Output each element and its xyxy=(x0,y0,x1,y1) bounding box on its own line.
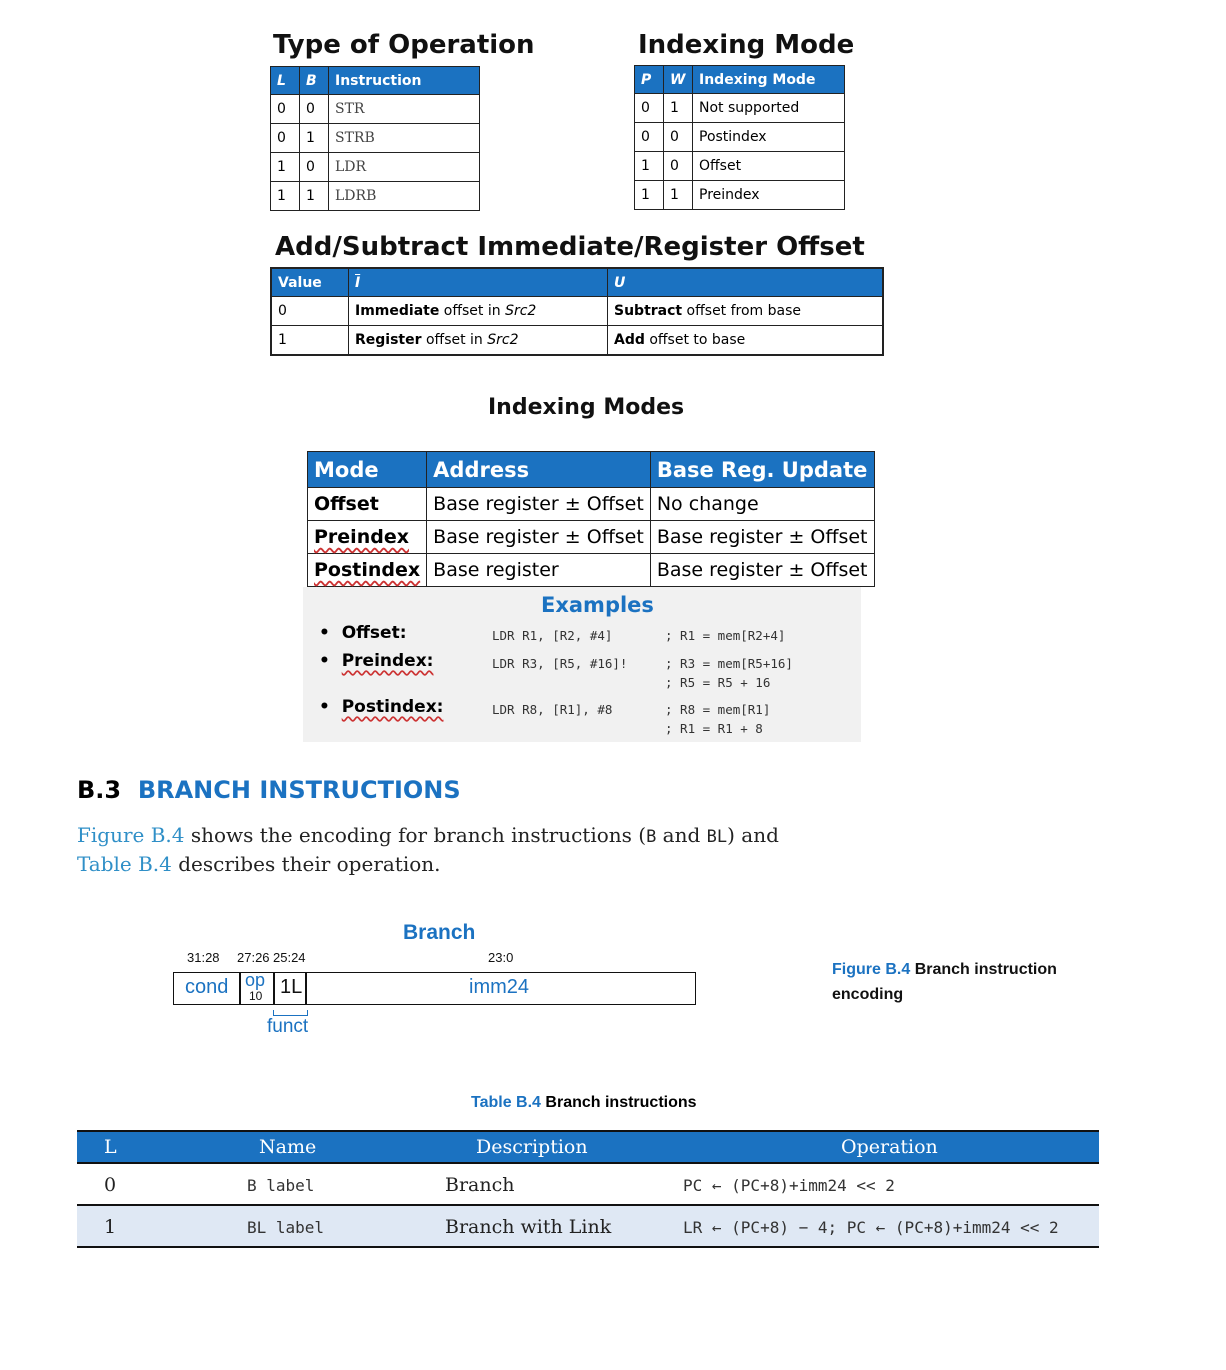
figure-b4-link[interactable]: Figure B.4 xyxy=(77,823,185,847)
table-row: Postindex Base register Base register ± Offset xyxy=(308,554,875,587)
field-funct-bits: 1L xyxy=(280,976,303,998)
field-divider xyxy=(273,973,275,1004)
example-postindex-comment2: ; R1 = R1 + 8 xyxy=(665,721,763,736)
table-header xyxy=(77,1132,1099,1162)
table-row: 0 B label Branch PC ← (PC+8)+imm24 << 2 xyxy=(104,1174,895,1196)
table-row: 0 0 STR xyxy=(271,95,480,124)
example-postindex-label: • Postindex: xyxy=(319,697,444,717)
table-row: 1 1 Preindex xyxy=(635,181,845,210)
offset-table xyxy=(270,267,884,356)
type-of-operation-table xyxy=(270,66,480,211)
header-name: Name xyxy=(259,1136,317,1158)
example-preindex-comment1: ; R3 = mem[R5+16] xyxy=(665,656,793,671)
bits-cond-label: 31:28 xyxy=(187,950,220,965)
header-u: U xyxy=(608,268,884,297)
field-op-value: 10 xyxy=(249,989,263,1003)
indexing-modes-table xyxy=(307,451,875,587)
bits-op-label: 27:26 xyxy=(237,950,270,965)
header-base-reg-update: Base Reg. Update xyxy=(650,452,874,488)
bits-funct-label: 25:24 xyxy=(273,950,306,965)
table-b4-link[interactable]: Table B.4 xyxy=(77,852,172,876)
example-postindex-comment1: ; R8 = mem[R1] xyxy=(665,702,771,717)
table-row: 1 Register offset in Src2 Add offset to base xyxy=(271,326,883,356)
examples-panel xyxy=(303,587,861,742)
example-offset-comment: ; R1 = mem[R2+4] xyxy=(665,628,786,643)
table-row: 0 1 Not supported xyxy=(635,94,845,123)
funct-label: funct xyxy=(267,1016,309,1037)
bits-imm-label: 23:0 xyxy=(488,950,514,965)
field-cond: cond xyxy=(185,976,229,998)
section-heading xyxy=(77,776,461,804)
example-offset-label: • Offset: xyxy=(319,623,407,643)
header-l: L xyxy=(104,1136,117,1158)
indexing-mode-title: Indexing Mode xyxy=(638,30,855,60)
example-preindex-label: • Preindex: xyxy=(319,651,434,671)
section-number: B.3 xyxy=(77,776,122,804)
table-row: Offset Base register ± Offset No change xyxy=(308,488,875,521)
field-op: op xyxy=(245,970,266,990)
indexing-mode-table xyxy=(634,65,845,210)
section-title: BRANCH INSTRUCTIONS xyxy=(137,776,461,804)
instruction-encoding-box xyxy=(173,972,696,1005)
branch-title: Branch xyxy=(403,921,476,944)
table-caption: Table B.4 Branch instructions xyxy=(471,1094,697,1111)
section-paragraph: Figure B.4 shows the encoding for branch instructions (B and BL) and Table B.4 describes their operation. xyxy=(77,823,779,876)
example-preindex-comment2: ; R5 = R5 + 16 xyxy=(665,675,771,690)
indexing-modes-title: Indexing Modes xyxy=(488,395,685,420)
example-preindex-code: LDR R3, [R5, #16]! xyxy=(492,656,628,671)
header-w: W xyxy=(664,66,693,94)
table-row: Preindex Base register ± Offset Base register ± Offset xyxy=(308,521,875,554)
table-row: 1 0 Offset xyxy=(635,152,845,181)
field-divider xyxy=(305,973,307,1004)
table-row: 0 1 STRB xyxy=(271,124,480,153)
header-instruction: Instruction xyxy=(329,67,480,95)
header-i: $\overline{I}$ xyxy=(349,268,608,297)
header-address: Address xyxy=(427,452,651,488)
example-offset-code: LDR R1, [R2, #4] xyxy=(492,628,613,643)
offset-title: Add/Subtract Immediate/Register Offset xyxy=(275,232,865,262)
header-p: P xyxy=(635,66,664,94)
field-imm24: imm24 xyxy=(469,976,530,998)
header-value: Value xyxy=(271,268,349,297)
header-b: B xyxy=(300,67,329,95)
example-postindex-code: LDR R8, [R1], #8 xyxy=(492,702,613,717)
branch-instructions-table xyxy=(77,1130,1099,1248)
table-row: 1 BL label Branch with Link LR ← (PC+8) − 4; PC ← (PC+8)+imm24 << 2 xyxy=(77,1206,1099,1246)
field-divider xyxy=(239,973,241,1004)
header-l: L xyxy=(271,67,300,95)
header-mode: Mode xyxy=(308,452,427,488)
table-row: 0 Immediate offset in Src2 Subtract offset from base xyxy=(271,297,883,326)
header-operation: Operation xyxy=(841,1136,938,1158)
table-row: 0 0 Postindex xyxy=(635,123,845,152)
header-indexing-mode: Indexing Mode xyxy=(693,66,845,94)
header-description: Description xyxy=(476,1136,588,1158)
type-of-operation-title: Type of Operation xyxy=(273,30,535,60)
table-row: 1 1 LDRB xyxy=(271,182,480,211)
examples-title: Examples xyxy=(541,593,654,617)
figure-caption: Figure B.4 Branch instruction encoding xyxy=(832,961,1057,1003)
table-row: 1 0 LDR xyxy=(271,153,480,182)
